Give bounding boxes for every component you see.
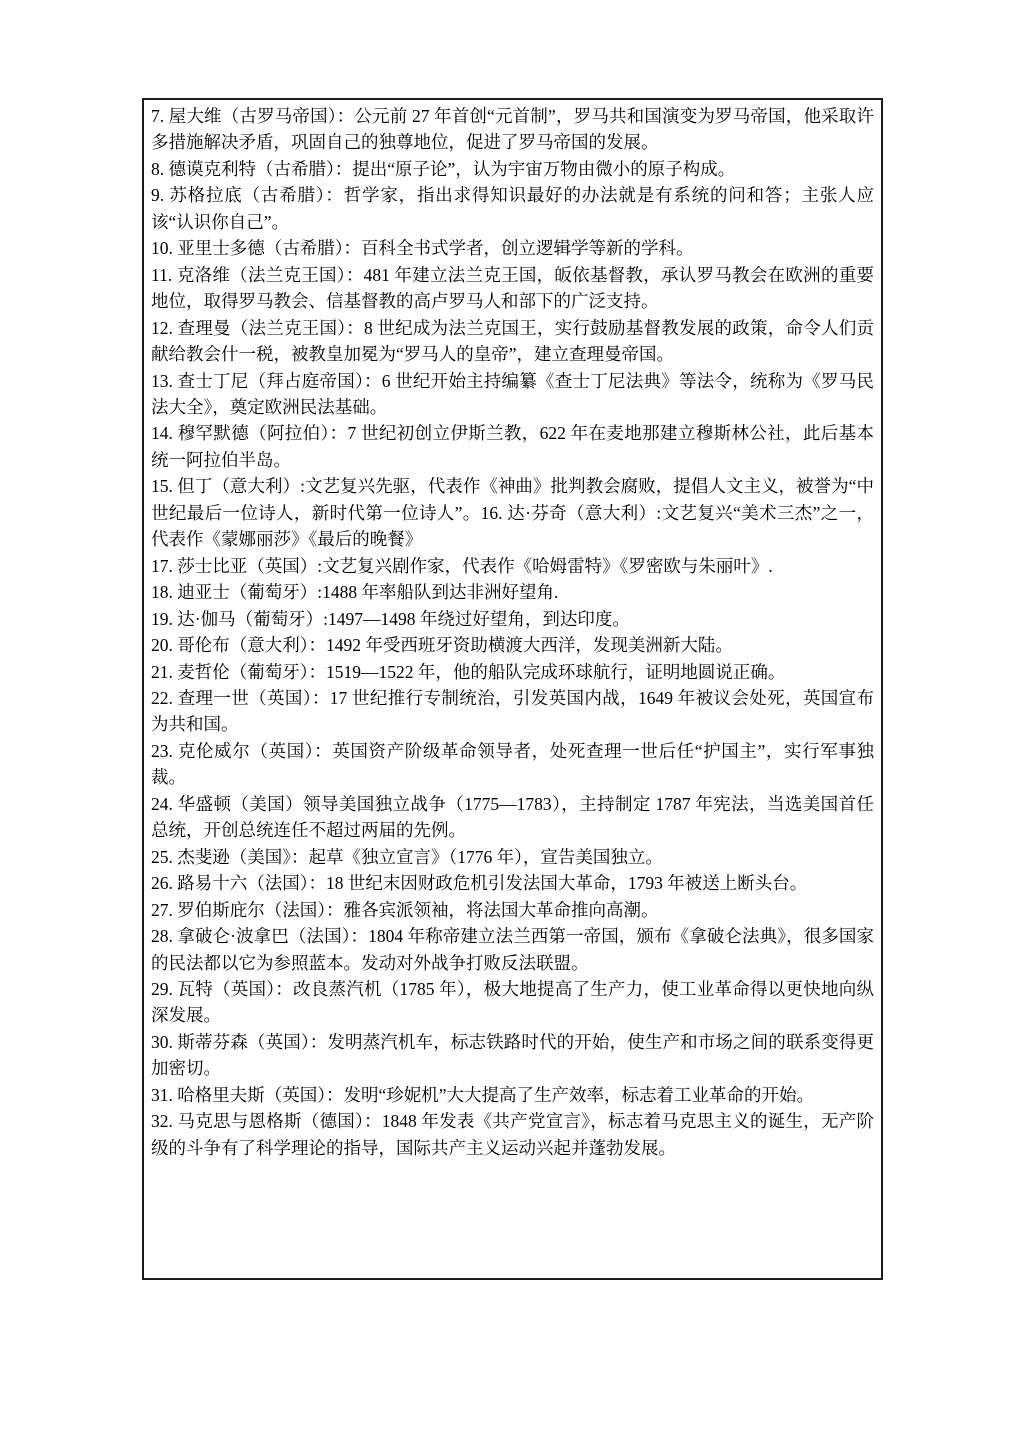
list-item-25: 25. 杰斐逊（美国》：起草《独立宣言》（1776 年），宣告美国独立。 <box>151 846 663 867</box>
list-item-29: 29. 瓦特（英国）：改良蒸汽机（1785 年），极大地提高了生产力，使工业革命得以更快地向纵深发展。 <box>151 978 874 1026</box>
list-item-13: 13. 查士丁尼（拜占庭帝国）：6 世纪开始主持编纂《查士丁尼法典》等法令，统称为《罗马民法大全》，奠定欧洲民法基础。 <box>151 370 874 417</box>
list-item-32: 32. 马克思与恩格斯（德国）：1848 年发表《共产党宣言》，标志着马克思主义的诞生，无产阶级的斗争有了科学理论的指导，国际共产主义运动兴起并蓬勃发展。 <box>151 1111 874 1158</box>
list-item-19: 19. 达·伽马（葡萄牙）:1497—1498 年绕过好望角，到达印度。 <box>151 608 630 629</box>
list-item-9: 9. 苏格拉底（古希腊）：哲学家，指出求得知识最好的办法就是有系统的问和答；主张人应该“认识你自己”。 <box>151 185 874 232</box>
list-item-30: 30. 斯蒂芬森（英国）：发明蒸汽机车，标志铁路时代的开始，使生产和市场之间的联系变得更加密切。 <box>151 1031 874 1079</box>
list-item-17: 17. 莎士比亚（英国）:文艺复兴剧作家，代表作《哈姆雷特》《罗密欧与朱丽叶》. <box>151 555 773 576</box>
list-item-11: 11. 克洛维（法兰克王国）：481 年建立法兰克王国，皈依基督教，承认罗马教会在欧洲的重要地位，取得罗马教会、信基督教的高卢罗马人和部下的广泛支持。 <box>151 264 874 312</box>
list-item-28: 28. 拿破仑·波拿巴（法国）：1804 年称帝建立法兰西第一帝国，颁布《拿破仑法典》，很多国家的民法都以它为参照蓝本。发动对外战争打败反法联盟。 <box>151 926 874 973</box>
list-item-31: 31. 哈格里夫斯（英国）：发明“珍妮机”大大提高了生产效率，标志着工业革命的开始。 <box>151 1084 815 1105</box>
list-item-24: 24. 华盛顿（美国）领导美国独立战争（1775—1783），主持制定 1787 年宪法，当选美国首任总统，开创总统连任不超过两届的先例。 <box>151 793 874 841</box>
list-item-18: 18. 迪亚士（葡萄牙）:1488 年率船队到达非洲好望角. <box>151 582 559 603</box>
list-item-21: 21. 麦哲伦（葡萄牙）：1519—1522 年，他的船队完成环球航行，证明地圆说正确。 <box>151 661 786 682</box>
table-cell-border <box>142 98 883 1280</box>
list-item-22: 22. 查理一世（英国）：17 世纪推行专制统治，引发英国内战，1649 年被议会处死，英国宣布为共和国。 <box>151 687 874 735</box>
list-item-12: 12. 查理曼（法兰克王国）：8 世纪成为法兰克国王，实行鼓励基督教发展的政策，命令人们贡献给教会什一税，被教皇加冕为“罗马人的皇帝”，建立查理曼帝国。 <box>151 317 874 365</box>
list-item-26: 26. 路易十六（法国）：18 世纪末因财政危机引发法国大革命，1793 年被送上断头台。 <box>151 873 808 894</box>
list-item-7: 7. 屋大维（古罗马帝国）：公元前 27 年首创“元首制”，罗马共和国演变为罗马帝国，他采取许多措施解决矛盾，巩固自己的独尊地位，促进了罗马帝国的发展。 <box>151 106 874 153</box>
list-item-8: 8. 德谟克利特（古希腊）：提出“原子论”，认为宇宙万物由微小的原子构成。 <box>151 158 736 179</box>
list-item-14: 14. 穆罕默德（阿拉伯）：7 世纪初创立伊斯兰教，622 年在麦地那建立穆斯林公社，此后基本统一阿拉伯半岛。 <box>151 423 874 470</box>
list-item-15-16: 15. 但丁（意大利）:文艺复兴先驱，代表作《神曲》批判教会腐败，提倡人文主义，被誉为“中世纪最后一位诗人，新时代第一位诗人”。16. 达·芬奇（意大利）:文艺复兴“美术三杰”之一，代表作《蒙娜丽莎》《最后的晚餐》 <box>151 476 874 550</box>
list-item-23: 23. 克伦威尔（英国）：英国资产阶级革命领导者，处死查理一世后任“护国主”，实行军事独裁。 <box>151 740 874 788</box>
list-item-27: 27. 罗伯斯庇尔（法国）：雅各宾派领袖，将法国大革命推向高潮。 <box>151 899 659 920</box>
list-item-20: 20. 哥伦布（意大利）：1492 年受西班牙资助横渡大西洋，发现美洲新大陆。 <box>151 635 733 656</box>
list-item-10: 10. 亚里士多德（古希腊）：百科全书式学者，创立逻辑学等新的学科。 <box>151 238 694 259</box>
